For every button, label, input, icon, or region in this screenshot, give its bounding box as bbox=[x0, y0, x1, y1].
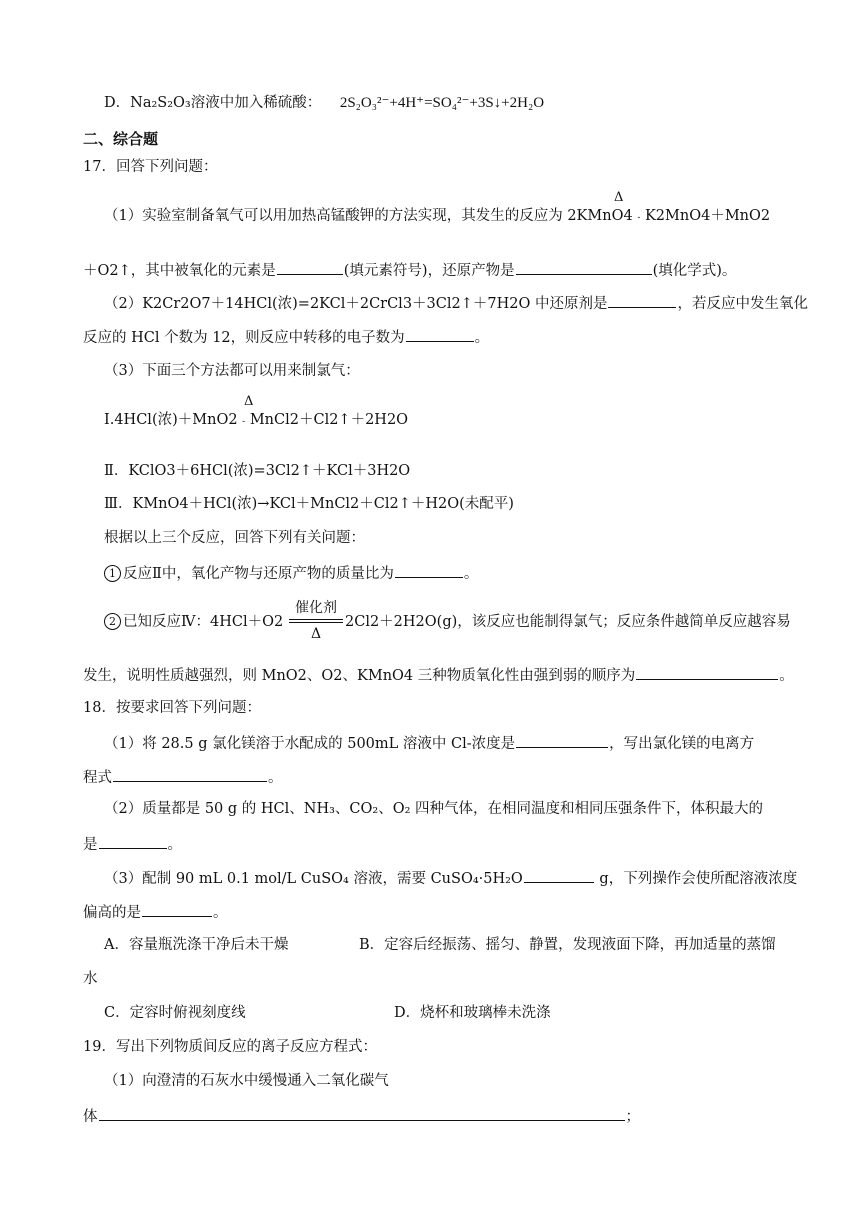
q18-p1-line2 bbox=[83, 766, 283, 788]
q18-p3-text: （3）配制 90 mL 0.1 mol/L CuSO₄ 溶液，需要 CuSO₄·5H₂O bbox=[104, 871, 523, 887]
answer-blank[interactable] bbox=[516, 259, 652, 275]
q17-p1-line2 bbox=[83, 259, 736, 281]
q18-p1-text: （1）将 28.5 g 氯化镁溶于水配成的 500mL 溶液中 Cl-浓度是 bbox=[104, 736, 516, 752]
reaction-i-left: Ⅰ.4HCl(浓)＋MnO2 bbox=[104, 412, 243, 428]
q18-option-b[interactable]: B．定容后经振荡、摇匀、静置，发现液面下降，再加适量的蒸馏 bbox=[359, 937, 776, 953]
q17-p1-tail: K2MnO4＋MnO2 bbox=[640, 208, 771, 224]
q18-p1-line2-end: 。 bbox=[268, 770, 283, 786]
q17-p3-intro: （3）下面三个方法都可以用来制氯气： bbox=[104, 363, 360, 379]
q19-p1-line2-text: 体 bbox=[83, 1109, 98, 1125]
answer-blank[interactable] bbox=[99, 1105, 625, 1121]
section-heading: 二、综合题 bbox=[83, 130, 159, 148]
q17-p2-text: （2）K2Cr2O7＋14HCl(浓)=2KCl＋2CrCl3＋3Cl2↑＋7H2O 中还原剂是 bbox=[104, 296, 608, 312]
q19-p1-line1: （1）向澄清的石灰水中缓慢通入二氧化碳气 bbox=[104, 1073, 389, 1089]
answer-blank[interactable] bbox=[277, 259, 343, 275]
q18-p2-line2-end: 。 bbox=[167, 837, 182, 853]
q19-p1-line2 bbox=[83, 1105, 640, 1127]
option-d-equation: 2S₂O₃²⁻+4H⁺=SO₄²⁻+3S↓+2H₂O bbox=[339, 95, 545, 111]
q17-p2-line2 bbox=[83, 326, 489, 348]
q17-p2-text-b: ，若反应中发生氧化 bbox=[677, 296, 808, 312]
answer-blank[interactable] bbox=[142, 901, 212, 917]
q17-p3-ask: 根据以上三个反应，回答下列有关问题： bbox=[104, 530, 365, 546]
option-d-label: D．Na₂S₂O₃溶液中加入稀硫酸： bbox=[104, 95, 322, 111]
q17-p1-line2-text-b: (填元素符号)，还原产物是 bbox=[343, 263, 515, 279]
q18-p3-text-b: g，下列操作会使所配溶液浓度 bbox=[594, 871, 798, 887]
answer-blank[interactable] bbox=[395, 562, 463, 578]
reaction-iii: Ⅲ．KMnO4＋HCl(浓)→KCl＋MnCl2＋Cl2↑＋H2O(未配平) bbox=[104, 496, 514, 512]
q17-p1-line1: （1）实验室制备氧气可以用加热高锰酸钾的方法实现，其发生的反应为 2KMnO4 - K2MnO4＋MnO2 bbox=[104, 208, 771, 224]
q17-number: 17．回答下列问题： bbox=[83, 159, 218, 175]
q18-p2-line1: （2）质量都是 50 g 的 HCl、NH₃、CO₂、O₂ 四种气体，在相同温度和相同压强条件下，体积最大的 bbox=[104, 801, 764, 817]
q17-p1-text: （1）实验室制备氧气可以用加热高锰酸钾的方法实现，其发生的反应为 2KMnO4 bbox=[104, 208, 638, 224]
q17-p1-line2-text-c: (填化学式)。 bbox=[652, 263, 737, 279]
option-d bbox=[104, 93, 544, 113]
q18-option-a[interactable]: A．容量瓶洗涤干净后未干燥 bbox=[104, 937, 289, 953]
answer-blank[interactable] bbox=[524, 867, 594, 883]
q17-p1-delta: Δ bbox=[614, 190, 624, 205]
q17-sub1 bbox=[104, 562, 478, 584]
equals-line-bottom bbox=[289, 622, 343, 623]
answer-blank[interactable] bbox=[99, 833, 167, 849]
circled-number-2: 2 bbox=[104, 613, 121, 630]
q17-p2-line1 bbox=[104, 292, 808, 314]
q18-p3-line2 bbox=[83, 901, 228, 923]
circled-number-1: 1 bbox=[104, 565, 121, 582]
q19-number: 19．写出下列物质间反应的离子反应方程式： bbox=[83, 1039, 377, 1055]
q18-p1-text-b: ，写出氯化镁的电离方 bbox=[609, 736, 755, 752]
q18-p3-line2-end: 。 bbox=[213, 905, 228, 921]
reaction-ii: Ⅱ．KClO3＋6HCl(浓)=3Cl2↑＋KCl＋3H2O bbox=[104, 463, 411, 479]
equals-line-top bbox=[289, 619, 343, 620]
q18-option-c[interactable]: C．定容时俯视刻度线 bbox=[104, 1005, 246, 1021]
answer-blank[interactable] bbox=[113, 766, 267, 782]
reaction-iv-delta: Δ bbox=[310, 626, 322, 642]
q17-p2-line2-text: 反应的 HCl 个数为 12，则反应中转移的电子数为 bbox=[83, 330, 405, 346]
q17-p2-line2-end: 。 bbox=[474, 330, 490, 346]
q18-p1-line2-text: 程式 bbox=[83, 770, 112, 786]
q17-sub2-text: 已知反应Ⅳ：4HCl＋O2 bbox=[123, 614, 284, 630]
q18-p3-line2-text: 偏高的是 bbox=[83, 905, 141, 921]
reaction-i-delta: Δ bbox=[244, 394, 254, 409]
q18-p3-line1 bbox=[104, 867, 797, 889]
reaction-i: Ⅰ.4HCl(浓)＋MnO2 - MnCl2＋Cl2↑＋2H2O bbox=[104, 412, 409, 428]
q18-option-d[interactable]: D．烧杯和玻璃棒未洗涤 bbox=[394, 1005, 551, 1021]
q18-option-b-cont: 水 bbox=[83, 971, 98, 987]
q17-sub1-end: 。 bbox=[463, 566, 479, 582]
reaction-i-right: MnCl2＋Cl2↑＋2H2O bbox=[245, 412, 409, 428]
q17-sub2-right: 2Cl2＋2H2O(g)，该反应也能制得氯气；反应条件越简单反应越容易 bbox=[345, 614, 791, 630]
answer-blank[interactable] bbox=[406, 326, 474, 342]
answer-blank[interactable] bbox=[608, 292, 676, 308]
q17-p1-line2-text: ＋O2↑，其中被氧化的元素是 bbox=[83, 263, 276, 279]
q17-sub2-line2-text: 发生，说明性质越强烈，则 MnO2、O2、KMnO4 三种物质氧化性由强到弱的顺序为 bbox=[83, 668, 636, 684]
q18-p2-line2-text: 是 bbox=[83, 837, 98, 853]
q18-number: 18．按要求回答下列问题： bbox=[83, 700, 261, 716]
answer-blank[interactable] bbox=[636, 664, 778, 680]
catalyst-label: 催化剂 bbox=[295, 600, 337, 616]
q17-sub2-line2 bbox=[83, 664, 794, 686]
answer-blank[interactable] bbox=[516, 732, 608, 748]
q19-p1-line2-end: ； bbox=[625, 1109, 640, 1125]
q17-sub2-left bbox=[104, 612, 283, 632]
q18-p1-line1 bbox=[104, 732, 754, 754]
q18-p2-line2 bbox=[83, 833, 182, 855]
q17-sub1-text: 反应Ⅱ中，氧化产物与还原产物的质量比为 bbox=[123, 566, 394, 582]
q17-sub2-line2-end: 。 bbox=[779, 668, 794, 684]
